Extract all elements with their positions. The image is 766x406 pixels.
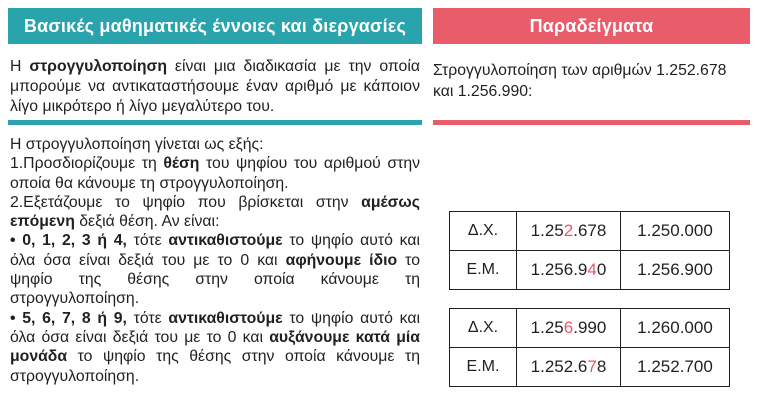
rounded-number-cell: 1.250.000 — [621, 212, 730, 251]
original-number-cell — [517, 309, 621, 348]
rounding-rule-low-digits — [10, 231, 420, 308]
text-segment: τότε — [126, 232, 169, 250]
text-segment: αυξάνουμε κατά μία μονάδα — [10, 328, 420, 366]
table-row — [450, 251, 730, 290]
text-segment: αφήνουμε ίδιο — [285, 251, 398, 269]
original-number-cell — [517, 348, 621, 387]
examples-header-title: Παραδείγματα — [529, 15, 654, 36]
text-segment: στρογγυλοποίηση — [29, 58, 167, 75]
text-segment: • 5, 6, 7, 8 ή 9, — [10, 309, 127, 327]
text-segment: τότε — [126, 309, 169, 327]
text-segment: 1.25 — [530, 221, 564, 240]
place-label-cell: Δ.Χ. — [450, 309, 517, 348]
rounding-step-2 — [10, 193, 420, 232]
place-label-cell: Ε.Μ. — [450, 251, 517, 290]
rounding-rule-high-digits — [10, 309, 420, 386]
table-row — [450, 309, 730, 348]
text-segment: το ψηφίο της θέσης στην οποία κάνουμε τη στρογγυλοποίηση. — [10, 251, 420, 308]
text-segment: το ψηφίο αυτό και όλα όσα είναι δεξιά του με το 0 και — [10, 232, 420, 269]
text-segment: 1.Προσδιορίζουμε τη — [10, 155, 164, 173]
text-segment: θέση — [163, 155, 200, 173]
original-number-cell — [517, 251, 621, 290]
rounded-number-cell: 1.260.000 — [621, 309, 730, 348]
text-segment: 0 — [596, 260, 607, 279]
rounding-step-1 — [10, 154, 420, 193]
examples-intro-paragraph: Στρογγυλοποίηση των αριθμών 1.252.678 και 1.256.990: — [433, 62, 727, 100]
text-segment: αντικαθιστούμε — [168, 232, 283, 250]
text-segment: 2 — [563, 221, 574, 240]
text-segment: • 0, 1, 2, 3 ή 4, — [10, 232, 127, 250]
rounding-steps-block — [10, 135, 420, 386]
text-segment: Η — [10, 58, 30, 75]
concepts-header-title: Βασικές μαθηματικές έννοιες και διεργασίες — [23, 15, 407, 36]
text-segment: αμέσως επόμενη — [10, 193, 420, 231]
table-row — [450, 348, 730, 387]
text-segment: .990 — [573, 318, 607, 337]
text-segment: είναι μια διαδικασία με την οποία μπορούμε να αντικαταστήσουμε έναν αριθμό με κάποιον λίγο μικρότερο ή λίγο μεγαλύτερο του. — [10, 58, 420, 115]
teal-divider — [8, 120, 422, 125]
text-segment: 4 — [587, 260, 597, 279]
rounding-examples-table-1 — [449, 211, 730, 290]
examples-header-bar — [433, 8, 750, 44]
rounding-steps-intro-line — [10, 135, 420, 154]
text-segment: του ψηφίου του αριθμού στην οποία θα κάνουμε τη στρογγυλοποίηση. — [10, 155, 420, 192]
rounding-examples-table-2 — [449, 308, 730, 387]
text-segment: Η στρογγυλοποίηση γίνεται ως εξής: — [10, 136, 264, 153]
text-segment: 8 — [596, 357, 607, 376]
text-segment: αντικαθιστούμε — [168, 309, 283, 327]
place-label-cell: Δ.Χ. — [450, 212, 517, 251]
text-segment: 6 — [563, 318, 574, 337]
concepts-intro-paragraph — [10, 57, 420, 117]
text-segment: το ψηφίο της θέσης στην οποία κάνουμε τη στρογγυλοποίηση. — [10, 348, 420, 385]
rounded-number-cell: 1.256.900 — [621, 251, 730, 290]
place-label-cell: Ε.Μ. — [450, 348, 517, 387]
concepts-header-bar — [8, 8, 422, 44]
text-segment: 1.25 — [530, 318, 564, 337]
text-segment: το ψηφίο αυτό και όλα όσα είναι δεξιά του με το 0 και — [10, 309, 420, 346]
original-number-cell — [517, 212, 621, 251]
pink-divider — [433, 120, 750, 125]
text-segment: 2.Εξετάζουμε το ψηφίο που βρίσκεται στην — [10, 193, 362, 211]
table-row — [450, 212, 730, 251]
rounded-number-cell: 1.252.700 — [621, 348, 730, 387]
text-segment: δεξιά θέση. Αν είναι: — [74, 213, 220, 231]
text-segment: .678 — [573, 221, 607, 240]
text-segment: 7 — [587, 357, 597, 376]
text-segment: 1.256.9 — [530, 260, 588, 279]
text-segment: 1.252.6 — [530, 357, 588, 376]
